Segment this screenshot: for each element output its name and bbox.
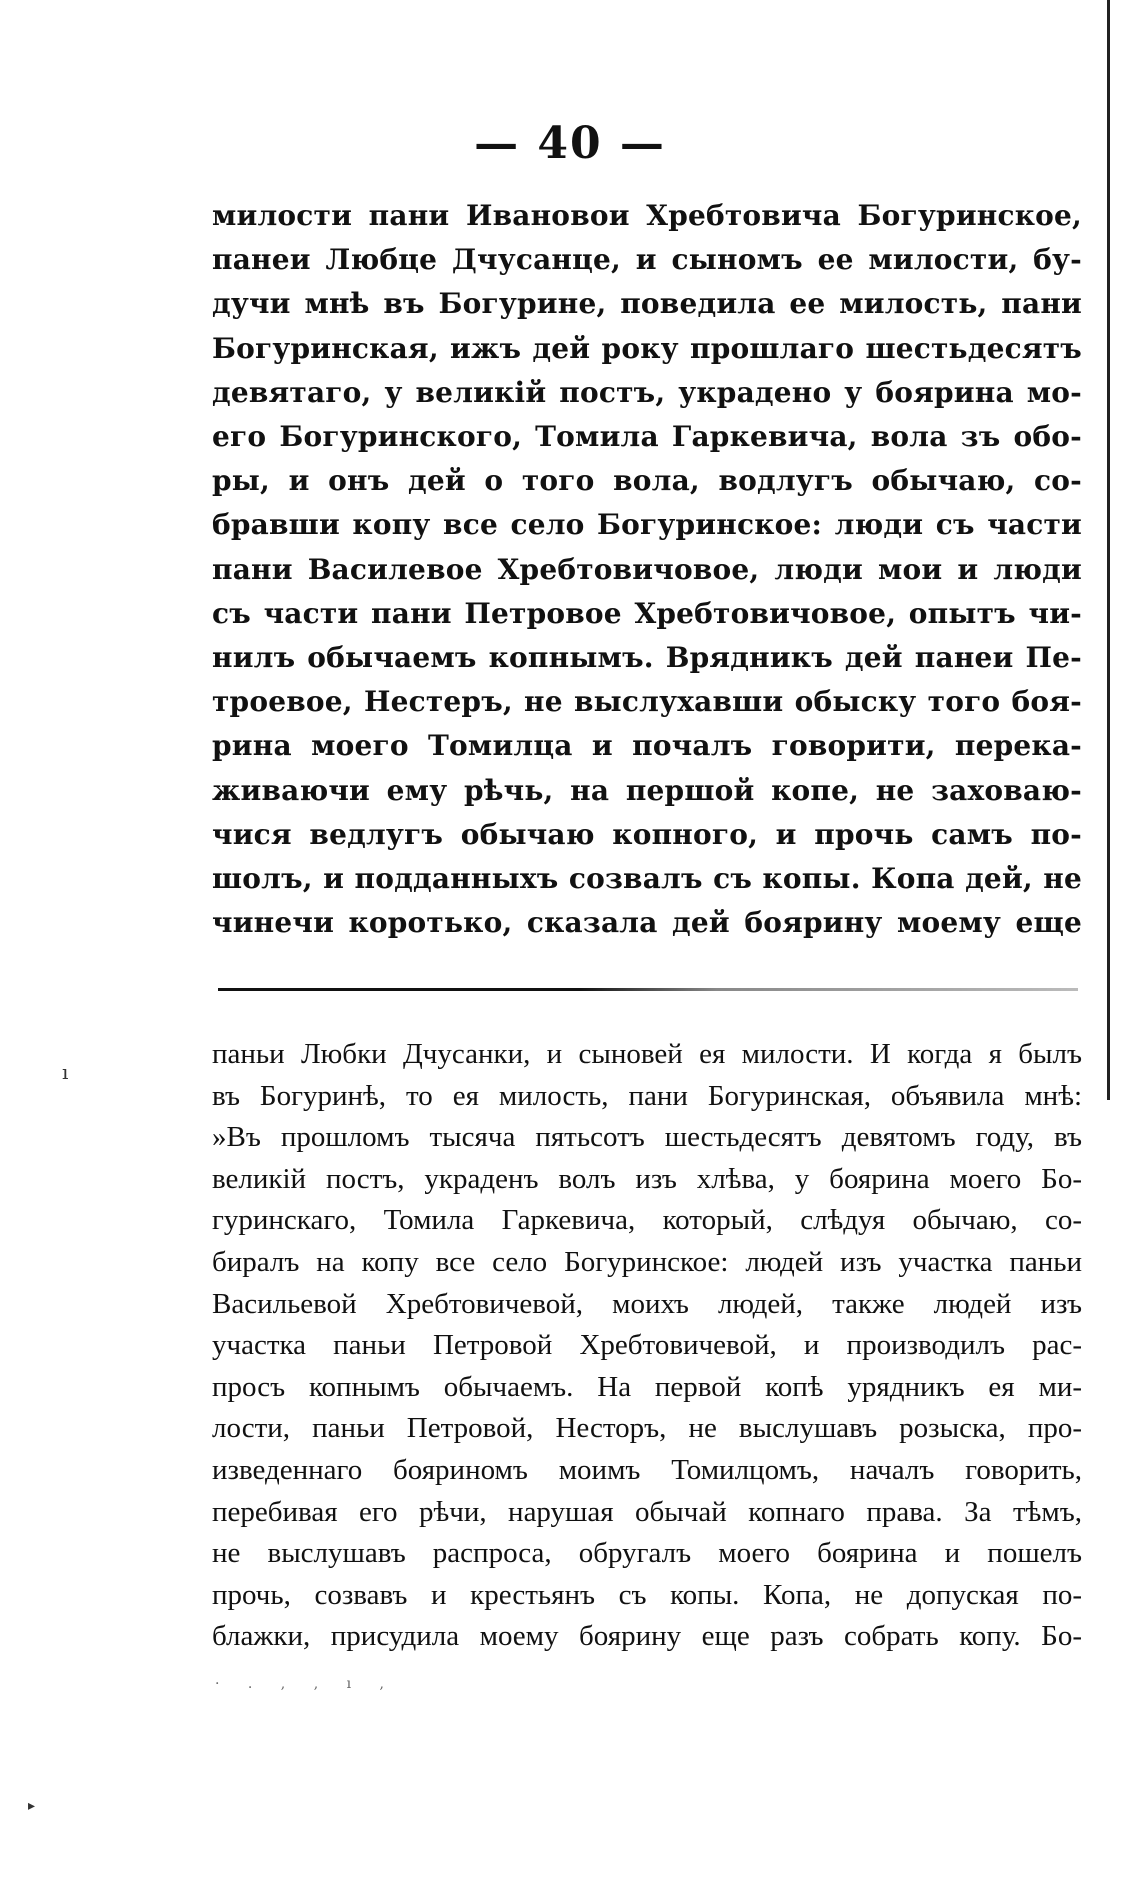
original-text-line: панеи Любце Дчусанце, и сыномъ ее милости, бу-	[212, 243, 1082, 277]
translation-text-line: биралъ на копу все село Богуринское: людей изъ участка паньи	[212, 1245, 1082, 1278]
translation-text-line: великій постъ, украденъ волъ изъ хлѣва, у боярина моего Бо-	[212, 1162, 1082, 1195]
print-specks: · . , , ı ,	[215, 1676, 396, 1692]
footnote-divider	[218, 988, 1078, 991]
translation-text-line: перебивая его рѣчи, нарушая обычай копнаго права. За тѣмъ,	[212, 1495, 1082, 1528]
translation-text-line: гуринскаго, Томила Гаркевича, который, слѣдуя обычаю, со-	[212, 1204, 1082, 1237]
original-text-line: бравши копу все село Богуринское: люди съ части	[212, 508, 1082, 542]
translation-text-line: прочь, созвавъ и крестьянъ съ копы. Копа, не допуская по-	[212, 1578, 1082, 1611]
translation-text-line: Васильевой Хребтовичевой, моихъ людей, также людей изъ	[212, 1287, 1082, 1320]
margin-bottom-mark: ▸	[28, 1798, 36, 1814]
translation-text-block	[212, 1034, 1082, 1658]
translation-text-line: лости, паньи Петровой, Несторъ, не выслушавъ розыска, про-	[212, 1412, 1082, 1445]
translation-text-line: блажки, присудила моему боярину еще разъ собрать копу. Бо-	[212, 1620, 1082, 1653]
translation-text-line: »Въ прошломъ тысяча пятьсотъ шестьдесятъ девятомъ году, въ	[212, 1121, 1082, 1154]
original-text-block	[212, 194, 1082, 945]
original-text-line: его Богуринского, Томила Гаркевича, вола зъ обо-	[212, 420, 1082, 454]
original-text-line: рина моего Томилца и почалъ говорити, перека-	[212, 729, 1082, 763]
original-text-line: шолъ, и подданныхъ созвалъ съ копы. Копа дей, не	[212, 862, 1082, 896]
translation-text-line: изведеннаго бояриномъ моимъ Томилцомъ, началъ говорить,	[212, 1453, 1082, 1486]
original-text-line: дучи мнѣ въ Богурине, поведила ее милость, пани	[212, 287, 1082, 321]
page-number: — 40 —	[474, 118, 666, 169]
original-text-line: Богуринская, ижъ дей року прошлаго шестьдесятъ	[212, 331, 1082, 365]
original-text-line: троевое, Нестеръ, не выслухавши обыску того боя-	[212, 685, 1082, 719]
original-text-line: нилъ обычаемъ копнымъ. Врядникъ дей панеи Пе-	[212, 641, 1082, 675]
translation-text-line: просъ копнымъ обычаемъ. На первой копѣ урядникъ ея ми-	[212, 1370, 1082, 1403]
translation-text-line: въ Богуринѣ, то ея милость, пани Богуринская, объявила мнѣ:	[212, 1079, 1082, 1112]
translation-text-line: участка паньи Петровой Хребтовичевой, и производилъ рас-	[212, 1329, 1082, 1362]
original-text-line: пани Василевое Хребтовичовое, люди мои и люди	[212, 552, 1082, 586]
margin-tick-mark: ı	[62, 1060, 69, 1084]
original-text-line: съ части пани Петровое Хребтовичовое, опытъ чи-	[212, 596, 1082, 630]
original-text-line: милости пани Ивановои Хребтовича Богуринское,	[212, 199, 1082, 232]
original-text-line: живаючи ему рѣчь, на першой копе, не заховаю-	[212, 773, 1082, 807]
original-text-line: девятаго, у великій постъ, украдено у боярина мо-	[212, 375, 1082, 409]
original-text-line: чинечи коротько, сказала дей боярину моему еще	[212, 906, 1082, 940]
original-text-line: чися ведлугъ обычаю копного, и прочь самъ по-	[212, 817, 1082, 851]
translation-text-line: не выслушавъ распроса, обругалъ моего боярина и пошелъ	[212, 1537, 1082, 1570]
translation-text-line: паньи Любки Дчусанки, и сыновей ея милости. И когда я былъ	[212, 1038, 1082, 1070]
original-text-line: ры, и онъ дей о того вола, водлугъ обычаю, со-	[212, 464, 1082, 498]
